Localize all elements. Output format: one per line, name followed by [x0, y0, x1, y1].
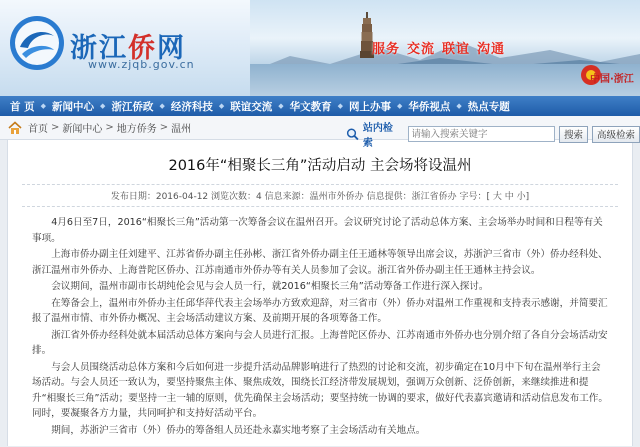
meta-views-label: 浏览次数： — [211, 192, 257, 202]
font-size-medium-link[interactable]: 中 — [504, 192, 514, 202]
slogan-word-2: 交流 — [407, 42, 436, 57]
nav-separator-icon: ◆ — [218, 102, 225, 110]
meta-author-label: 信息提供： — [366, 192, 412, 202]
nav-item-policy — [111, 99, 170, 114]
article-meta: 发布日期：2016-04-12 浏览次数：4 信息来源：温州市外侨办 信息提供：浙江省侨办 字号：[ 大 中 小] — [22, 184, 618, 207]
house-icon — [8, 121, 22, 135]
nav-policy-link[interactable]: 浙江侨政 — [111, 100, 154, 113]
nav-item-news — [52, 99, 111, 114]
search-button[interactable]: 搜索 — [559, 126, 588, 143]
logo-text-part3: 网 — [157, 33, 186, 64]
meta-font-label: 字号： — [459, 192, 487, 202]
site-banner — [0, 0, 640, 96]
breadcrumb-separator: > — [159, 122, 169, 133]
article-paragraph: 会议期间，温州市副市长胡纯伦会见与会人员一行，就2016“相聚长三角”活动筹备工作进行深入探讨。 — [51, 281, 489, 292]
nav-item-education — [290, 99, 349, 114]
nav-home-link[interactable]: 首 页 — [10, 100, 35, 113]
site-search — [346, 119, 640, 149]
article-paragraph: 4月6日至7日，2016“相聚长三角”活动第一次筹备会议在温州召开。会议研究讨论了活动总体方案、主会场举办时间和日程等有关事项。 — [32, 217, 603, 244]
site-url: www.zjqb.gov.cn — [88, 58, 195, 71]
site-logo-icon — [8, 14, 66, 72]
breadcrumb-bar — [0, 116, 640, 149]
breadcrumb-separator: > — [105, 122, 114, 133]
main-nav — [0, 96, 640, 116]
nav-separator-icon: ◆ — [40, 102, 47, 110]
meta-date-label: 发布日期： — [110, 192, 156, 202]
search-input[interactable] — [408, 126, 555, 142]
nav-item-home — [10, 99, 52, 114]
meta-author: 浙江省侨办 — [411, 192, 457, 202]
meta-source-label: 信息来源： — [264, 192, 310, 202]
search-icon — [346, 127, 359, 141]
logo-text-part1: 浙江 — [70, 33, 128, 64]
nav-item-online-service — [349, 99, 408, 114]
article-body — [8, 207, 632, 438]
nav-separator-icon: ◆ — [397, 102, 403, 110]
nav-separator-icon: ◆ — [337, 102, 343, 110]
nav-exchange-link[interactable]: 联谊交流 — [230, 100, 273, 113]
nav-item-exchange — [230, 99, 289, 114]
nav-economy-link[interactable]: 经济科技 — [170, 100, 213, 113]
breadcrumb-wenzhou-link[interactable]: 温州 — [171, 124, 192, 135]
meta-source: 温州市外侨办 — [309, 192, 364, 202]
font-size-small-link[interactable]: 小 — [516, 192, 526, 202]
article-panel — [7, 140, 633, 446]
article-paragraph: 浙江省外侨办经科处就本届活动总体方案向与会人员进行汇报。上海普陀区侨办、江苏南通市外侨办也分别介绍了各自分会场活动安排。 — [32, 329, 608, 356]
meta-date: 2016-04-12 — [155, 192, 209, 202]
breadcrumb-separator: > — [51, 122, 60, 133]
nav-education-link[interactable]: 华文教育 — [289, 100, 332, 113]
search-label: 站内检索 — [362, 123, 393, 149]
emblem-text: 中国·浙江 — [590, 74, 634, 85]
article-title: 2016年“相聚长三角”活动启动 主会场将设温州 — [168, 158, 472, 174]
advanced-search-button[interactable]: 高级检索 — [592, 126, 640, 143]
article-paragraph: 在筹备会上，温州市外侨办主任邱华萍代表主会场举办方致欢迎辞，对三省市（外）侨办对温州工作重视和支持表示感谢，并简要汇报了温州市情、市外侨办概况、主会场活动建议方案、及前期开展的各项筹备工作。 — [32, 297, 608, 324]
article-paragraph: 与会人员围绕活动总体方案和今后如何进一步提升活动品牌影响进行了热烈的讨论和交流，初步确定在10月中下旬在温州举行主会场活动。与会人员还一致认为，要坚持聚焦主体、聚焦成效，围绕长江经济带发展规划，强调万众创新、泛侨创新，来继续推进和提升“相聚长三角”活动；要坚持一主一辅的原则，优先确保主会场活动；要坚持统一协调的要求，做好代表嘉宾邀请和活动信息发布工作。同时，要凝聚各方力量，共同呵护和支持好活动平台。 — [32, 361, 608, 419]
nav-item-topics — [468, 99, 510, 114]
nav-viewpoint-link[interactable]: 华侨视点 — [408, 100, 451, 113]
article-paragraph: 期间，苏浙沪三省市（外）侨办的筹备组人员还赴永嘉实地考察了主会场活动有关地点。 — [51, 424, 426, 436]
breadcrumb-home-link[interactable]: 首页 — [28, 124, 48, 135]
nav-separator-icon: ◆ — [278, 102, 284, 110]
nav-separator-icon: ◆ — [100, 102, 106, 110]
breadcrumb-news-link[interactable]: 新闻中心 — [62, 124, 103, 135]
nav-item-economy — [171, 99, 230, 114]
nav-online-service-link[interactable]: 网上办事 — [349, 100, 391, 113]
slogan-word-4: 沟通 — [477, 42, 506, 57]
nav-news-link[interactable]: 新闻中心 — [52, 100, 95, 113]
nav-item-viewpoint — [408, 99, 467, 114]
site-slogan — [372, 38, 512, 57]
logo-text-part2: 侨 — [128, 33, 157, 64]
article-paragraph: 上海市侨办副主任刘建平、江苏省侨办副主任孙彬、浙江省外侨办副主任王通林等领导出席会议，苏浙沪三省市（外）侨办经科处、浙江温州市外侨办、上海普陀区侨办、江苏南通市外侨办等有关人员参加了会议。浙江省外侨办副主任王通林主持会议。 — [32, 249, 608, 276]
breadcrumb — [28, 120, 191, 135]
breadcrumb-local-link[interactable]: 地方侨务 — [116, 124, 157, 135]
nav-separator-icon: ◆ — [456, 102, 462, 110]
meta-views: 4 — [256, 192, 262, 202]
slogan-word-3: 联谊 — [442, 42, 471, 57]
font-size-large-link[interactable]: 大 — [492, 192, 502, 202]
slogan-word-1: 服务 — [372, 42, 401, 57]
nav-separator-icon: ◆ — [159, 102, 165, 110]
nav-topics-link[interactable]: 热点专题 — [467, 100, 510, 113]
